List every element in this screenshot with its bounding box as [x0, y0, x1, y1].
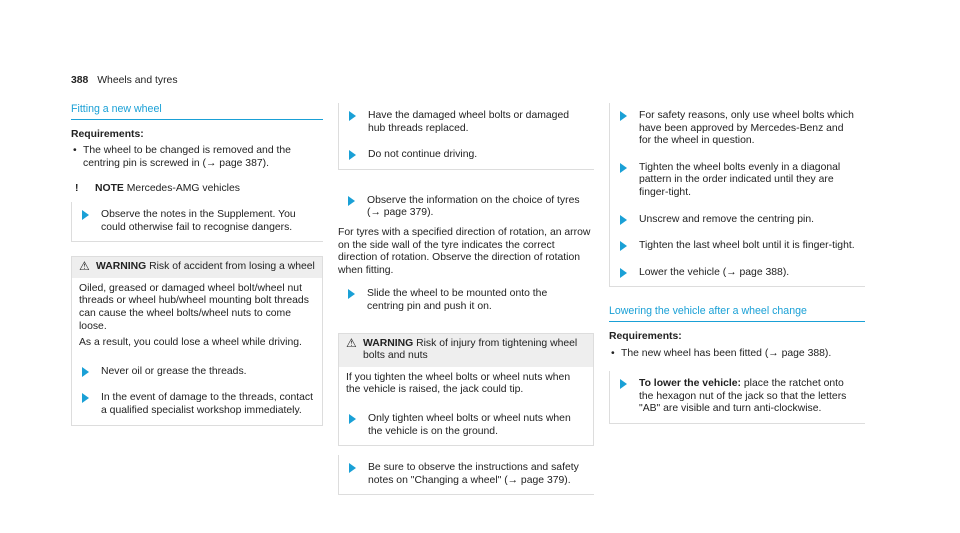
warning-body — [339, 367, 593, 406]
requirements-label: Requirements: — [609, 330, 682, 342]
step-arrow-icon — [620, 111, 627, 121]
step-arrow-icon — [348, 289, 355, 299]
step-arrow-icon — [620, 268, 627, 278]
step-item: Slide the wheel to be mounted onto the centring pin and push it on. — [338, 281, 594, 320]
step-group — [609, 371, 865, 424]
column-1 — [71, 103, 323, 426]
warning-header — [339, 334, 593, 367]
warning-header — [72, 257, 322, 278]
step-item: Do not continue driving. — [339, 142, 594, 169]
warning-body — [72, 278, 322, 359]
warning-title: Risk of injury from tightening wheel bolts and nuts — [363, 337, 578, 362]
rotation-paragraph: For tyres with a specified direction of rotation, an arrow on the side wall of the tyre indicates the correct direction of rotation. Observe the direction of rotation when fitting. — [338, 226, 591, 276]
step-arrow-icon — [348, 196, 355, 206]
step-group — [338, 103, 594, 170]
requirements-label: Requirements: — [71, 128, 144, 140]
requirement-item: • The new wheel has been fitted (→ page 388). — [611, 347, 832, 359]
warning-box — [338, 333, 594, 447]
warning-paragraph: As a result, you could lose a wheel while driving. — [79, 337, 302, 349]
step-arrow-icon — [349, 463, 356, 473]
note-steps — [71, 202, 323, 242]
warning-triangle-icon: ⚠ — [79, 259, 90, 274]
step-item: For safety reasons, only use wheel bolts which have been approved by Mercedes-Benz and for the wheel in question. — [610, 103, 865, 155]
note-title: Mercedes-AMG vehicles — [126, 183, 240, 195]
step-arrow-icon — [620, 379, 627, 389]
step-item: Tighten the wheel bolts evenly in a diagonal pattern in the order indicated until they are finger-tight. — [610, 155, 865, 207]
note-label: NOTE — [95, 183, 124, 195]
step-item: Never oil or grease the threads. — [72, 359, 322, 386]
step-group — [338, 455, 594, 495]
step-arrow-icon — [82, 210, 89, 220]
step-arrow-icon — [349, 111, 356, 121]
bullet-dot-icon: • — [611, 347, 615, 359]
step-arrow-icon — [349, 150, 356, 160]
step-item: Have the damaged wheel bolts or damaged hub threads replaced. — [339, 103, 594, 142]
step-label: To lower the vehicle: — [639, 378, 742, 390]
column-2 — [338, 103, 594, 504]
step-item: Unscrew and remove the centring pin. — [610, 207, 865, 234]
warning-label: WARNING — [363, 337, 414, 349]
note-box — [71, 179, 323, 242]
notice-icon: ! — [75, 183, 79, 195]
page-header — [71, 75, 178, 88]
warning-label: WARNING — [96, 261, 147, 273]
step-item: Be sure to observe the instructions and safety notes on "Changing a wheel" (→ page 379). — [339, 455, 594, 494]
warning-paragraph: Oiled, greased or damaged wheel bolt/wheel nut threads or wheel hub/wheel mounting bolt threads can cause the wheel bolts/wheel nuts to come loose. — [79, 282, 309, 332]
step-item: Lower the vehicle (→ page 388). — [610, 260, 865, 287]
section-title-lowering: Lowering the vehicle after a wheel change — [609, 305, 865, 322]
column-3 — [609, 103, 865, 433]
step-group — [609, 103, 865, 287]
step-item: In the event of damage to the threads, contact a qualified specialist workshop immediately. — [72, 385, 322, 424]
page-number: 388 — [71, 75, 89, 86]
warning-box — [71, 256, 323, 425]
page-header-title: Wheels and tyres — [97, 75, 178, 86]
step-item: Tighten the last wheel bolt until it is finger-tight. — [610, 233, 865, 260]
warning-paragraph: If you tighten the wheel bolts or wheel nuts when the vehicle is raised, the jack could tip. — [346, 371, 571, 396]
step-arrow-icon — [620, 215, 627, 225]
step-arrow-icon — [82, 393, 89, 403]
step-arrow-icon — [620, 241, 627, 251]
bullet-dot-icon: • — [73, 145, 77, 157]
step-item: Observe the information on the choice of tyres (→ page 379). — [338, 188, 594, 227]
requirement-item: • The wheel to be changed is removed and the centring pin is screwed in (→ page 387). — [73, 145, 291, 169]
step-item: To lower the vehicle: place the ratchet onto the hexagon nut of the jack so that the letters "AB" are visible and turn anti-clockwise. — [610, 371, 865, 423]
step-item: Observe the notes in the Supplement. You could otherwise fail to recognise dangers. — [72, 202, 323, 241]
step-arrow-icon — [82, 367, 89, 377]
step-arrow-icon — [620, 163, 627, 173]
warning-title: Risk of accident from losing a wheel — [149, 261, 315, 273]
note-header — [71, 179, 323, 200]
warning-triangle-icon: ⚠ — [346, 335, 357, 350]
step-item: Only tighten wheel bolts or wheel nuts when the vehicle is on the ground. — [339, 406, 593, 445]
step-arrow-icon — [349, 414, 356, 424]
section-title-fitting: Fitting a new wheel — [71, 103, 323, 120]
